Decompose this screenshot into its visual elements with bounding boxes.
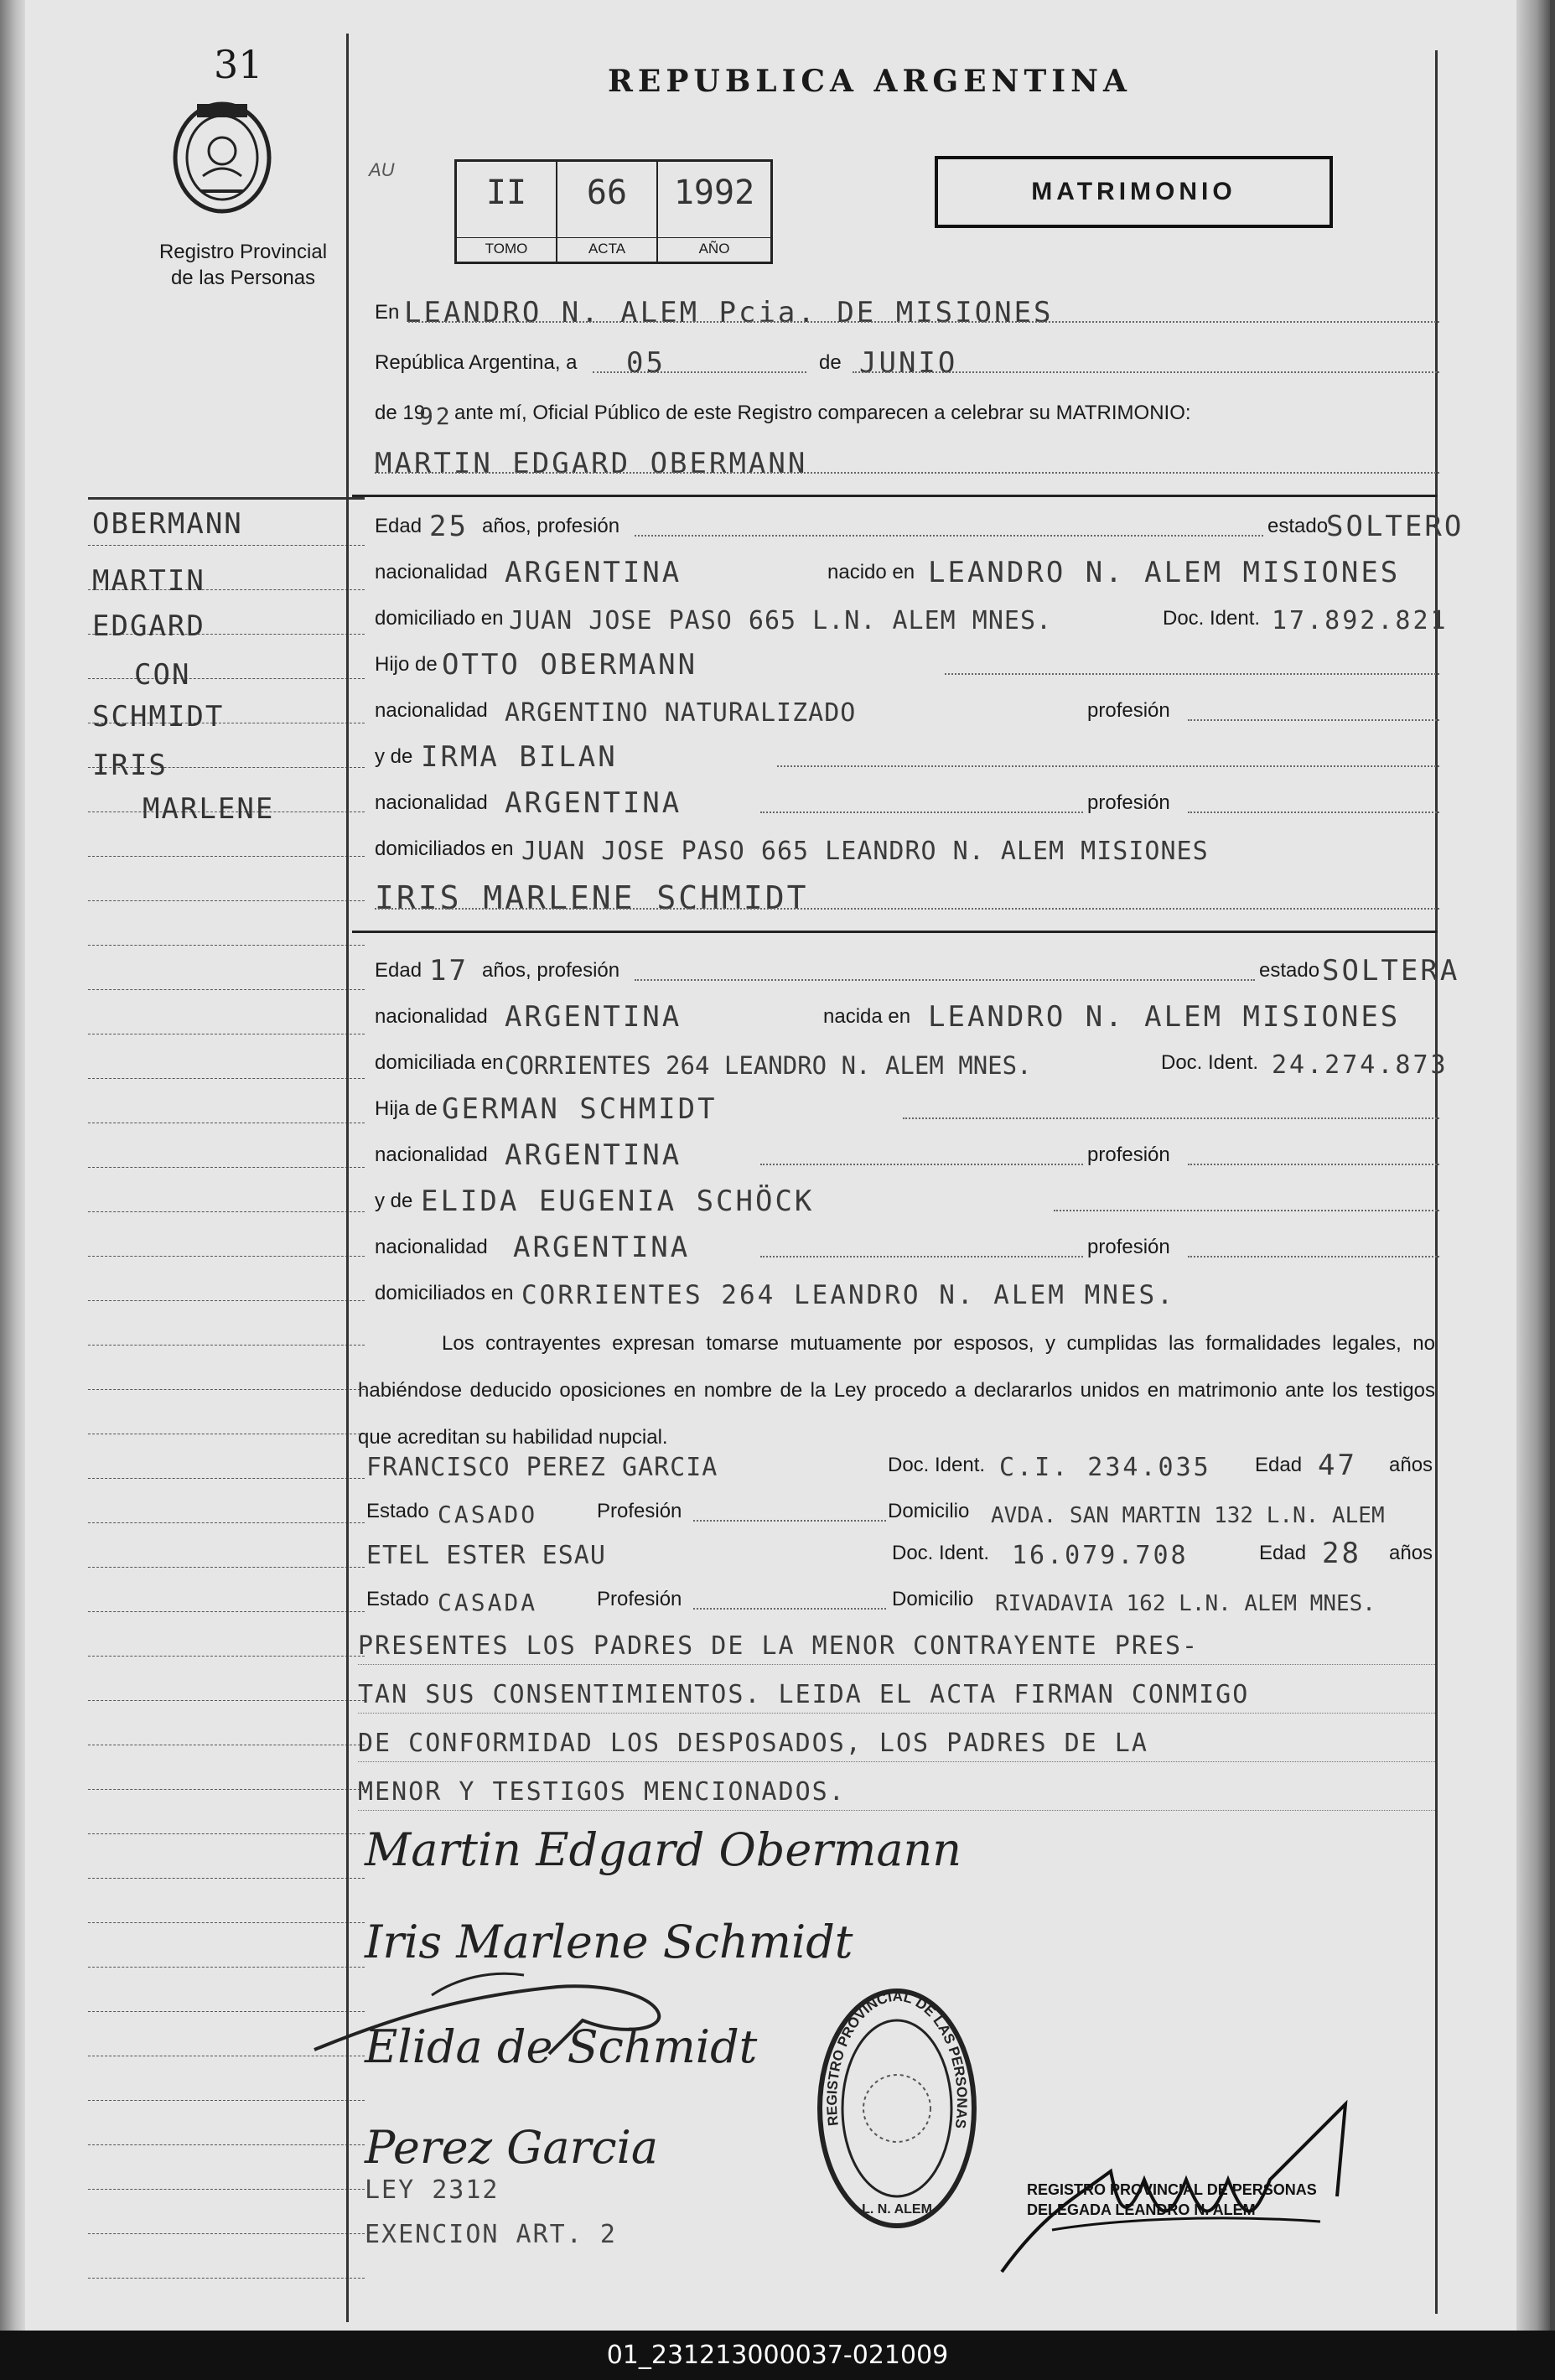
bride-age-row — [358, 947, 1460, 989]
place-value: LEANDRO N. ALEM Pcia. DE MISIONES — [404, 296, 1054, 329]
bride-name-row — [358, 876, 1438, 918]
tomo-cell — [457, 162, 557, 262]
witness-1-address: AVDA. SAN MARTIN 132 L.N. ALEM — [991, 1503, 1385, 1528]
margin-rule-line — [88, 678, 365, 679]
bride-address-label: domiciliada en — [375, 1051, 504, 1074]
bride-father-row — [358, 1086, 1438, 1128]
bride-parents-address-label: domiciliados en — [375, 1282, 514, 1304]
margin-rule-line — [88, 1833, 365, 1834]
page-binding — [0, 0, 25, 2331]
groom-father-prof-label: profesión — [1087, 699, 1170, 722]
bride-father-label: Hija de — [375, 1097, 438, 1120]
witness-1-row — [358, 1442, 1438, 1484]
year-row — [358, 390, 1438, 432]
margin-rule-line — [88, 900, 365, 901]
groom-parents-address: JUAN JOSE PASO 665 LEANDRO N. ALEM MISIONES — [521, 837, 1209, 866]
bride-father-nat-label: nacionalidad — [375, 1143, 488, 1166]
groom-doc: 17.892.821 — [1272, 606, 1449, 635]
groom-father: OTTO OBERMANN — [442, 648, 698, 682]
anio-value: 1992 — [673, 174, 755, 212]
acta-cell — [557, 162, 658, 262]
groom-nationality-row — [358, 549, 1438, 591]
bride-father-nat: ARGENTINA — [505, 1138, 682, 1172]
bride-mother-prof-label: profesión — [1087, 1236, 1170, 1258]
round-stamp-text: REGISTRO PROVINCIAL DE LAS PERSONAS — [823, 1988, 971, 2130]
groom-address: JUAN JOSE PASO 665 L.N. ALEM MNES. — [509, 606, 1053, 635]
provincial-seal-icon — [159, 92, 285, 218]
witness-2-age: 28 — [1322, 1537, 1361, 1570]
margin-rule-line — [88, 1078, 365, 1079]
official-stamp — [1027, 2180, 1320, 2220]
bride-status: SOLTERA — [1322, 954, 1460, 988]
bride-nationality-label: nacionalidad — [375, 1005, 488, 1028]
margin-rule-line — [88, 856, 365, 857]
groom-parents-address-label: domiciliados en — [375, 837, 514, 860]
anio-label: AÑO — [658, 237, 770, 257]
groom-father-nat-label: nacionalidad — [375, 699, 488, 722]
groom-father-label: Hijo de — [375, 653, 438, 676]
margin-rule-line — [88, 2233, 365, 2234]
margin-rule-line — [88, 1567, 365, 1568]
mother-signature: Elida de Schmidt — [365, 2020, 758, 2073]
witness-2-name: ETEL ESTER ESAU — [366, 1541, 606, 1570]
bride-profession-label: años, profesión — [482, 959, 620, 982]
margin-rule-line — [88, 1611, 365, 1612]
margin-rule-line — [88, 2189, 365, 2190]
groom-mother-nat-row — [358, 780, 1438, 822]
groom-mother-nat: ARGENTINA — [505, 786, 682, 820]
intro-text: ante mí, Oficial Público de este Registro comparecen a celebrar su MATRIMONIO: — [454, 402, 1191, 424]
groom-address-label: domiciliado en — [375, 607, 504, 630]
margin-rule-line — [88, 1656, 365, 1657]
witness-2-doc-label: Doc. Ident. — [892, 1542, 990, 1564]
tomo-value: II — [485, 174, 527, 212]
margin-connector: CON — [134, 658, 191, 692]
margin-annotation: AU — [369, 159, 395, 180]
observation-line: TAN SUS CONSENTIMIENTOS. LEIDA EL ACTA FIRMAN CONMIGO — [358, 1680, 1250, 1709]
observation-line: PRESENTES LOS PADRES DE LA MENOR CONTRAYENTE PRES- — [358, 1631, 1200, 1661]
observations — [358, 1622, 1435, 1817]
witness-1-status-label: Estado — [366, 1500, 429, 1522]
groom-doc-label: Doc. Ident. — [1163, 607, 1261, 630]
round-stamp-bottom: L. N. ALEM — [862, 2202, 932, 2217]
margin-rule-line — [88, 2278, 365, 2279]
groom-nationality: ARGENTINA — [505, 556, 682, 589]
volume-record-box — [454, 159, 773, 264]
record-type-box: MATRIMONIO — [935, 156, 1333, 228]
groom-name: MARTIN EDGARD OBERMANN — [375, 447, 808, 480]
margin-rule-line — [88, 1345, 365, 1346]
bride-mother: ELIDA EUGENIA SCHÖCK — [421, 1185, 815, 1218]
witness-2-age-label: Edad — [1259, 1542, 1307, 1564]
groom-age: 25 — [429, 510, 469, 543]
bride-mother-nat-label: nacionalidad — [375, 1236, 488, 1258]
bride-signature: Iris Marlene Schmidt — [365, 1916, 853, 1968]
margin-rule-line — [88, 1478, 365, 1479]
margin-rule-line — [88, 2144, 365, 2145]
country-title: REPUBLICA ARGENTINA — [608, 64, 1132, 99]
bride-address-row — [358, 1040, 1449, 1081]
groom-age-row — [358, 503, 1464, 545]
margin-bride-name: IRIS — [92, 749, 168, 782]
en-label: En — [375, 301, 400, 324]
page-edge — [1516, 0, 1550, 2331]
registry-round-stamp — [813, 1983, 981, 2234]
groom-signature: Martin Edgard Obermann — [365, 1823, 962, 1876]
observation-line: DE CONFORMIDAD LOS DESPOSADOS, LOS PADRES DE LA — [358, 1729, 1148, 1758]
groom-birthplace-label: nacido en — [827, 561, 915, 583]
groom-name-row — [358, 440, 1438, 482]
witness-2-status-row — [358, 1576, 1438, 1618]
witness-1-name: FRANCISCO PEREZ GARCIA — [366, 1453, 718, 1482]
year-suffix: 92 — [419, 402, 453, 430]
place-row — [358, 289, 1438, 331]
groom-nationality-label: nacionalidad — [375, 561, 488, 583]
margin-surname: OBERMANN — [92, 507, 243, 541]
witness-1-address-label: Domicilio — [888, 1500, 970, 1522]
margin-rule-line — [88, 1922, 365, 1923]
witness-1-years-label: años — [1389, 1454, 1433, 1476]
marriage-record-form — [348, 0, 1464, 2331]
witness-2-row — [358, 1530, 1438, 1572]
bride-parents-address-row — [358, 1270, 1438, 1312]
witness-2-status: CASADA — [438, 1589, 538, 1616]
bride-doc: 24.274.873 — [1272, 1050, 1449, 1080]
margin-column — [25, 0, 348, 2331]
bride-nationality-row — [358, 993, 1438, 1035]
margin-rule-line — [88, 989, 365, 990]
official-stamp-line-2: DELEGADA LEANDRO N. ALEM — [1027, 2201, 1256, 2218]
margin-rule-line — [88, 1300, 365, 1301]
groom-status: SOLTERO — [1326, 510, 1464, 543]
bride-age-label: Edad — [375, 959, 422, 982]
official-stamp-line-1: REGISTRO PROVINCIAL DE PERSONAS — [1027, 2181, 1317, 2198]
groom-parents-address-row — [358, 826, 1438, 868]
bride-status-label: estado — [1259, 959, 1320, 982]
margin-bride-second: MARLENE — [143, 792, 275, 826]
bride-mother-nat: ARGENTINA — [513, 1231, 691, 1264]
witness-2-address-label: Domicilio — [892, 1588, 974, 1610]
margin-rule-line — [88, 1167, 365, 1168]
registry-line-1: Registro Provincial — [158, 241, 328, 263]
margin-rule-line — [88, 1389, 365, 1390]
margin-rule-line — [88, 1789, 365, 1790]
groom-father-nat: ARGENTINO NATURALIZADO — [505, 698, 857, 728]
margin-second-name: EDGARD — [92, 609, 205, 643]
groom-status-label: estado — [1267, 515, 1329, 537]
witness-2-address: RIVADAVIA 162 L.N. ALEM MNES. — [995, 1591, 1376, 1616]
witness-1-doc: C.I. 234.035 — [999, 1453, 1211, 1482]
observation-line: MENOR Y TESTIGOS MENCIONADOS. — [358, 1777, 846, 1807]
margin-rule-line — [88, 1522, 365, 1523]
republica-label: República Argentina, a — [375, 351, 578, 374]
groom-section-rule — [352, 495, 1438, 497]
day-value: 05 — [626, 346, 666, 380]
groom-father-row — [358, 641, 1438, 683]
witness-1-doc-label: Doc. Ident. — [888, 1454, 986, 1476]
margin-rule-line — [88, 545, 365, 546]
law-note: LEY 2312 — [365, 2175, 500, 2205]
bride-father-nat-row — [358, 1132, 1438, 1174]
bride-birthplace: LEANDRO N. ALEM MISIONES — [928, 1000, 1401, 1034]
bride-father-prof-label: profesión — [1087, 1143, 1170, 1166]
groom-mother-prof-label: profesión — [1087, 791, 1170, 814]
groom-mother: IRMA BILAN — [421, 740, 618, 774]
svg-text:REGISTRO PROVINCIAL DE LAS PER — [824, 1989, 970, 2129]
registry-line-2: de las Personas — [170, 267, 316, 289]
de-label: de — [819, 351, 842, 374]
witness-2-years-label: años — [1389, 1542, 1433, 1564]
bride-mother-label: y de — [375, 1190, 413, 1212]
witness-1-age-label: Edad — [1255, 1454, 1303, 1476]
witness-1-status: CASADO — [438, 1501, 538, 1528]
margin-rule-line — [88, 1700, 365, 1701]
declaration-body: Los contrayentes expresan tomarse mutuamente por esposos, y cumplidas las formalidades legales, no habiéndose deducido oposiciones en nombre de la Ley procedo a declararlos unidos en matrimonio ante los testigos que acreditan su habilidad nupcial. — [358, 1332, 1435, 1449]
anio-cell — [658, 162, 770, 262]
year-prefix: de 19 — [375, 402, 426, 424]
margin-rule-line — [88, 1878, 365, 1879]
bride-mother-nat-row — [358, 1224, 1438, 1266]
witness-signature: Perez Garcia — [365, 2121, 659, 2174]
registry-label — [134, 239, 352, 291]
groom-father-nat-row — [358, 687, 1438, 729]
witness-1-status-row — [358, 1488, 1438, 1530]
groom-profession-label: años, profesión — [482, 515, 620, 537]
groom-address-row — [358, 595, 1449, 637]
bride-mother-row — [358, 1178, 1438, 1220]
groom-mother-nat-label: nacionalidad — [375, 791, 488, 814]
bride-nationality: ARGENTINA — [505, 1000, 682, 1034]
witness-1-age: 47 — [1318, 1449, 1357, 1482]
acta-value: 66 — [586, 174, 628, 212]
witness-1-prof-label: Profesión — [597, 1500, 682, 1522]
groom-age-label: Edad — [375, 515, 422, 537]
month-value: JUNIO — [859, 346, 958, 380]
date-row — [358, 340, 1438, 381]
groom-mother-label: y de — [375, 745, 413, 768]
margin-rule-line — [88, 945, 365, 946]
bride-father: GERMAN SCHMIDT — [442, 1092, 718, 1126]
bride-name: IRIS MARLENE SCHMIDT — [375, 879, 809, 916]
exemption-note: EXENCION ART. 2 — [365, 2220, 617, 2249]
bride-birthplace-label: nacida en — [823, 1005, 911, 1028]
margin-rule-line — [88, 2100, 365, 2101]
tomo-label: TOMO — [457, 237, 556, 257]
margin-bride-surname: SCHMIDT — [92, 700, 225, 734]
witness-2-prof-label: Profesión — [597, 1588, 682, 1610]
bride-section-rule — [352, 931, 1438, 933]
margin-given-name: MARTIN — [92, 564, 205, 598]
bride-parents-address: CORRIENTES 264 LEANDRO N. ALEM MNES. — [521, 1280, 1175, 1310]
bride-age: 17 — [429, 954, 469, 988]
bride-address: CORRIENTES 264 LEANDRO N. ALEM MNES. — [505, 1051, 1032, 1080]
witness-2-status-label: Estado — [366, 1588, 429, 1610]
groom-mother-row — [358, 734, 1438, 775]
witness-2-doc: 16.079.708 — [1012, 1541, 1189, 1570]
footer-image-id: 01_231213000037-021009 — [0, 2331, 1555, 2380]
bride-doc-label: Doc. Ident. — [1161, 1051, 1259, 1074]
margin-rule-line — [88, 1256, 365, 1257]
groom-birthplace: LEANDRO N. ALEM MISIONES — [928, 556, 1401, 589]
acta-label: ACTA — [557, 237, 656, 257]
margin-top-rule — [88, 497, 365, 500]
margin-rule-line — [88, 1211, 365, 1212]
page-number: 31 — [214, 42, 263, 87]
declaration-text — [358, 1320, 1435, 1461]
